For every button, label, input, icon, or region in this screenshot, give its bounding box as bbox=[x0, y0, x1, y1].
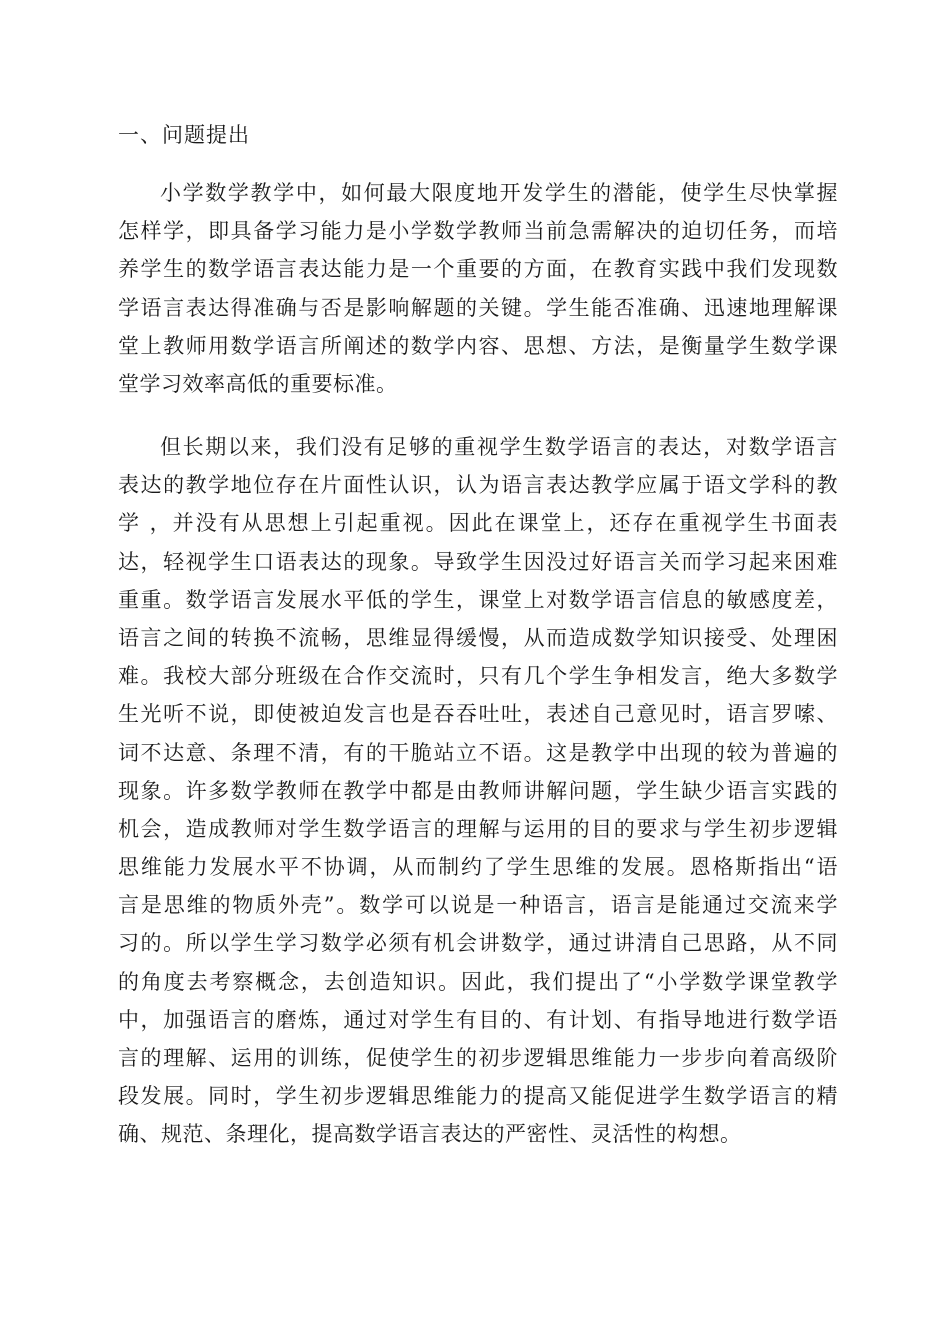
section-heading: 一、问题提出 bbox=[118, 123, 250, 147]
paragraph-line: 言是思维的物质外壳”。数学可以说是一种语言，语言是能通过交流来学 bbox=[118, 893, 838, 918]
paragraph-line: 小学数学教学中，如何最大限度地开发学生的潜能，使学生尽快掌握 bbox=[160, 181, 838, 205]
paragraph-line: 中，加强语言的磨炼，通过对学生有目的、有计划、有指导地进行数学语 bbox=[118, 1007, 838, 1032]
paragraph-line: 怎样学，即具备学习能力是小学数学教师当前急需解决的迫切任务，而培 bbox=[118, 219, 838, 244]
paragraph-line: 确、规范、条理化，提高数学语言表达的严密性、灵活性的构想。 bbox=[118, 1122, 742, 1147]
paragraph-line: 语言之间的转换不流畅，思维显得缓慢，从而造成数学知识接受、处理困 bbox=[118, 625, 838, 650]
paragraph-line: 的角度去考察概念，去创造知识。因此，我们提出了“小学数学课堂教学 bbox=[118, 969, 838, 994]
paragraph-line: 段发展。同时，学生初步逻辑思维能力的提高又能促进学生数学语言的精 bbox=[118, 1084, 838, 1109]
paragraph-line: 但长期以来，我们没有足够的重视学生数学语言的表达，对数学语言 bbox=[160, 435, 838, 459]
paragraph-line: 难。我校大部分班级在合作交流时，只有几个学生争相发言，绝大多数学 bbox=[118, 664, 838, 689]
paragraph-line: 言的理解、运用的训练，促使学生的初步逻辑思维能力一步步向着高级阶 bbox=[118, 1046, 838, 1070]
paragraph-line: 现象。许多数学教师在教学中都是由教师讲解问题，学生缺少语言实践的 bbox=[118, 778, 838, 803]
paragraph-line: 表达的教学地位存在片面性认识，认为语言表达教学应属于语文学科的教 bbox=[118, 473, 838, 498]
paragraph-line: 机会，造成教师对学生数学语言的理解与运用的目的要求与学生初步逻辑 bbox=[118, 816, 838, 841]
paragraph-line: 堂学习效率高低的重要标准。 bbox=[118, 371, 398, 396]
paragraph-2 bbox=[118, 428, 838, 1154]
paragraph-line: 学语言表达得准确与否是影响解题的关键。学生能否准确、迅速地理解课 bbox=[118, 295, 838, 320]
paragraph-line: 堂上教师用数学语言所阐述的数学内容、思想、方法，是衡量学生数学课 bbox=[118, 333, 838, 358]
paragraph-line: 生光听不说，即使被迫发言也是吞吞吐吐，表述自己意见时，语言罗嗦、 bbox=[118, 702, 838, 727]
paragraph-line: 重重。数学语言发展水平低的学生，课堂上对数学语言信息的敏感度差， bbox=[118, 587, 838, 612]
paragraph-line: 词不达意、条理不清，有的干脆站立不语。这是教学中出现的较为普遍的 bbox=[118, 740, 838, 765]
paragraph-1 bbox=[118, 174, 838, 403]
paragraph-line: 习的。所以学生学习数学必须有机会讲数学，通过讲清自己思路，从不同 bbox=[118, 931, 838, 956]
paragraph-line: 养学生的数学语言表达能力是一个重要的方面，在教育实践中我们发现数 bbox=[118, 257, 838, 282]
paragraph-line: 思维能力发展水平不协调，从而制约了学生思维的发展。恩格斯指出“语 bbox=[118, 855, 838, 880]
paragraph-line: 学 ，并没有从思想上引起重视。因此在课堂上，还存在重视学生书面表 bbox=[118, 511, 838, 536]
paragraph-line: 达，轻视学生口语表达的现象。导致学生因没过好语言关而学习起来困难 bbox=[118, 549, 838, 574]
